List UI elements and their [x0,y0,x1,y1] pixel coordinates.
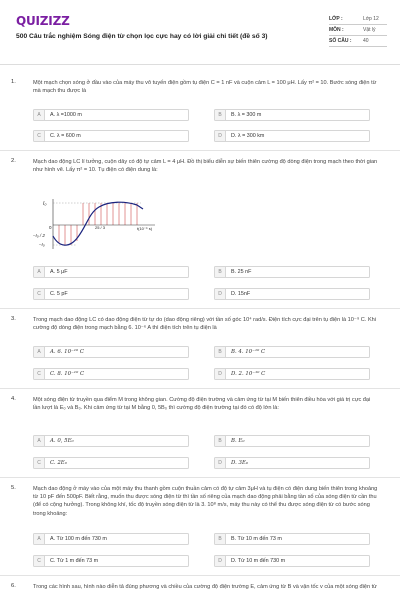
option-letter: C [34,369,45,379]
option-letter: D [215,556,226,566]
meta-value: Lớp 12 [363,16,379,22]
question-divider [0,150,400,151]
question-text: Mạch dao động ở máy vào của một máy thu thanh gồm cuộn thuần cảm có độ tự cảm 3μH và tụ điện có điện dung biến thiên trong khoảng từ 10 pF đến 500pF. Biết rằng, muốn thu được sóng điện từ thì tần số riêng của mạch dao động phải bằng tần số của sóng điện từ cần thu (để có cộng hưởng). Trong không khí, tốc độ truyền sóng điện từ là 3. 10⁸ m/s, máy thu này có thể thu được sóng điện từ có bước sóng trong khoảng: [33,486,378,517]
graph-fill-lines [59,203,137,245]
option-letter: D [215,458,226,468]
option-text: C. 2E₀ [50,460,67,466]
question-number: 6. [11,583,16,589]
option-text: B. 25 nF [231,269,252,275]
option-text: B. Từ 10 m đến 73 m [231,536,282,542]
question-text: Trong các hình sau, hình nào diễn tả đúng phương và chiều của cường độ điện trường E, cảm ứng từ B và vận tốc v của một sóng điện từ [33,584,377,590]
question-divider [0,575,400,576]
option-text: D. 15nF [231,291,251,297]
option-letter: A [34,347,45,357]
option-letter: B [215,267,226,277]
question-number: 1. [11,79,16,85]
option-5b[interactable] [214,533,370,545]
option-2b[interactable] [214,266,370,278]
option-1b[interactable] [214,109,370,121]
meta-row-subject [329,25,387,36]
header-divider [0,64,400,65]
graph-label-neg-i0: –I₀ [39,242,45,247]
option-text: C. Từ 1 m đến 73 m [50,558,99,564]
graph-label-tick: 25 / 3 [95,225,106,230]
option-4c[interactable] [33,457,189,469]
option-text: A. Từ 100 m đến 730 m [50,536,107,542]
question-text: Một sóng điện từ truyền qua điểm M trong không gian. Cường độ điện trường và cảm ứng từ tại M biến thiên điều hòa với giá trị cực đại lần lượt là E₀ và B₀. Khi cảm ứng từ tại M bằng 0, 5B₀ thì cường độ điện trường tại đó có độ lớn là: [33,397,371,412]
option-5c[interactable] [33,555,189,567]
option-text: D. λ = 300 km [231,133,265,139]
option-letter: B [215,110,226,120]
meta-value: 40 [363,38,369,44]
option-1c[interactable] [33,130,189,142]
meta-key: SỐ CÂU : [329,38,352,44]
option-text: A. 0, 5E₀ [50,438,74,444]
option-2d[interactable] [214,288,370,300]
question-text: Trong mạch dao động LC có dao động điện từ tự do (dao động riêng) với tần số góc 10⁴ rad/s. Điện tích cực đại trên tụ điện là 10⁻⁹ C. Khi cường độ dòng điện trong mạch bằng 6. 10⁻⁶ A thì điện tích trên tụ điện là [33,317,377,332]
option-letter: C [34,458,45,468]
meta-table [329,14,387,47]
page-header [0,0,400,60]
option-letter: C [34,556,45,566]
option-text: D. 3E₀ [231,460,249,466]
option-letter: C [34,289,45,299]
meta-key: LỚP : [329,16,343,22]
question-number: 3. [11,316,16,322]
meta-value: Vật lý [363,27,376,33]
question-number: 4. [11,396,16,402]
option-3d[interactable] [214,368,370,380]
graph-label-unit: t(10⁻⁶ s) [137,226,153,231]
question-text: Mạch dao động LC lí tưởng, cuộn dây có độ tự cảm L = 4 μH. Đồ thị biểu diễn sự biến thiên cường độ dòng điện trong mạch theo thời gian như hình vẽ. Lấy π² = 10. Tụ điện có điện dung là: [33,159,378,174]
option-text: B. λ = 300 m [231,112,262,118]
question-text: Một mạch chọn sóng ở đầu vào của máy thu vô tuyến điện gồm tụ điện C = 1 nF và cuộn cảm L = 100 μH. Lấy π² = 10. Bước sóng điện từ mà mạch thu được là [33,80,377,95]
page-title: 500 Câu trắc nghiệm Sóng điện từ chọn lọc cực hay có lời giải chi tiết (đề số 3) [16,33,268,40]
question-number: 2. [11,158,16,164]
option-text: C. 8. 10⁻¹⁰ C [50,371,85,377]
option-2a[interactable] [33,266,189,278]
option-letter: A [34,534,45,544]
option-3c[interactable] [33,368,189,380]
option-letter: C [34,131,45,141]
graph-label-half: –I₀ / 2 [33,233,45,238]
option-text: B. 4. 10⁻¹⁰ C [231,349,266,355]
option-text: A. 5 μF [50,269,68,275]
quizizz-logo: QUIZIZZ [16,14,70,28]
graph-curve [53,202,143,245]
option-4b[interactable] [214,435,370,447]
option-letter: D [215,289,226,299]
option-text: B. E₀ [231,438,245,444]
option-text: D. Từ 10 m đến 730 m [231,558,286,564]
option-text: A. 6. 10⁻¹⁰ C [50,349,85,355]
option-3b[interactable] [214,346,370,358]
option-4d[interactable] [214,457,370,469]
option-4a[interactable] [33,435,189,447]
option-letter: B [215,436,226,446]
option-letter: D [215,369,226,379]
question-divider [0,477,400,478]
option-letter: A [34,267,45,277]
current-time-graph [33,195,161,253]
question-divider [0,388,400,389]
option-letter: B [215,347,226,357]
option-letter: A [34,110,45,120]
option-text: C. λ = 600 m [50,133,81,139]
option-1a[interactable] [33,109,189,121]
option-text: C. 5 pF [50,291,68,297]
graph-label-i0: I₀ [43,201,47,207]
option-letter: D [215,131,226,141]
meta-row-class [329,14,387,25]
option-5d[interactable] [214,555,370,567]
option-letter: A [34,436,45,446]
option-3a[interactable] [33,346,189,358]
meta-row-count [329,36,387,47]
graph-label-origin: 0 [49,225,52,230]
option-text: A. λ =1000 m [50,112,82,118]
option-letter: B [215,534,226,544]
option-5a[interactable] [33,533,189,545]
option-2c[interactable] [33,288,189,300]
option-1d[interactable] [214,130,370,142]
question-number: 5. [11,485,16,491]
meta-key: MÔN : [329,27,344,33]
option-text: D. 2. 10⁻¹⁰ C [231,371,266,377]
question-divider [0,308,400,309]
